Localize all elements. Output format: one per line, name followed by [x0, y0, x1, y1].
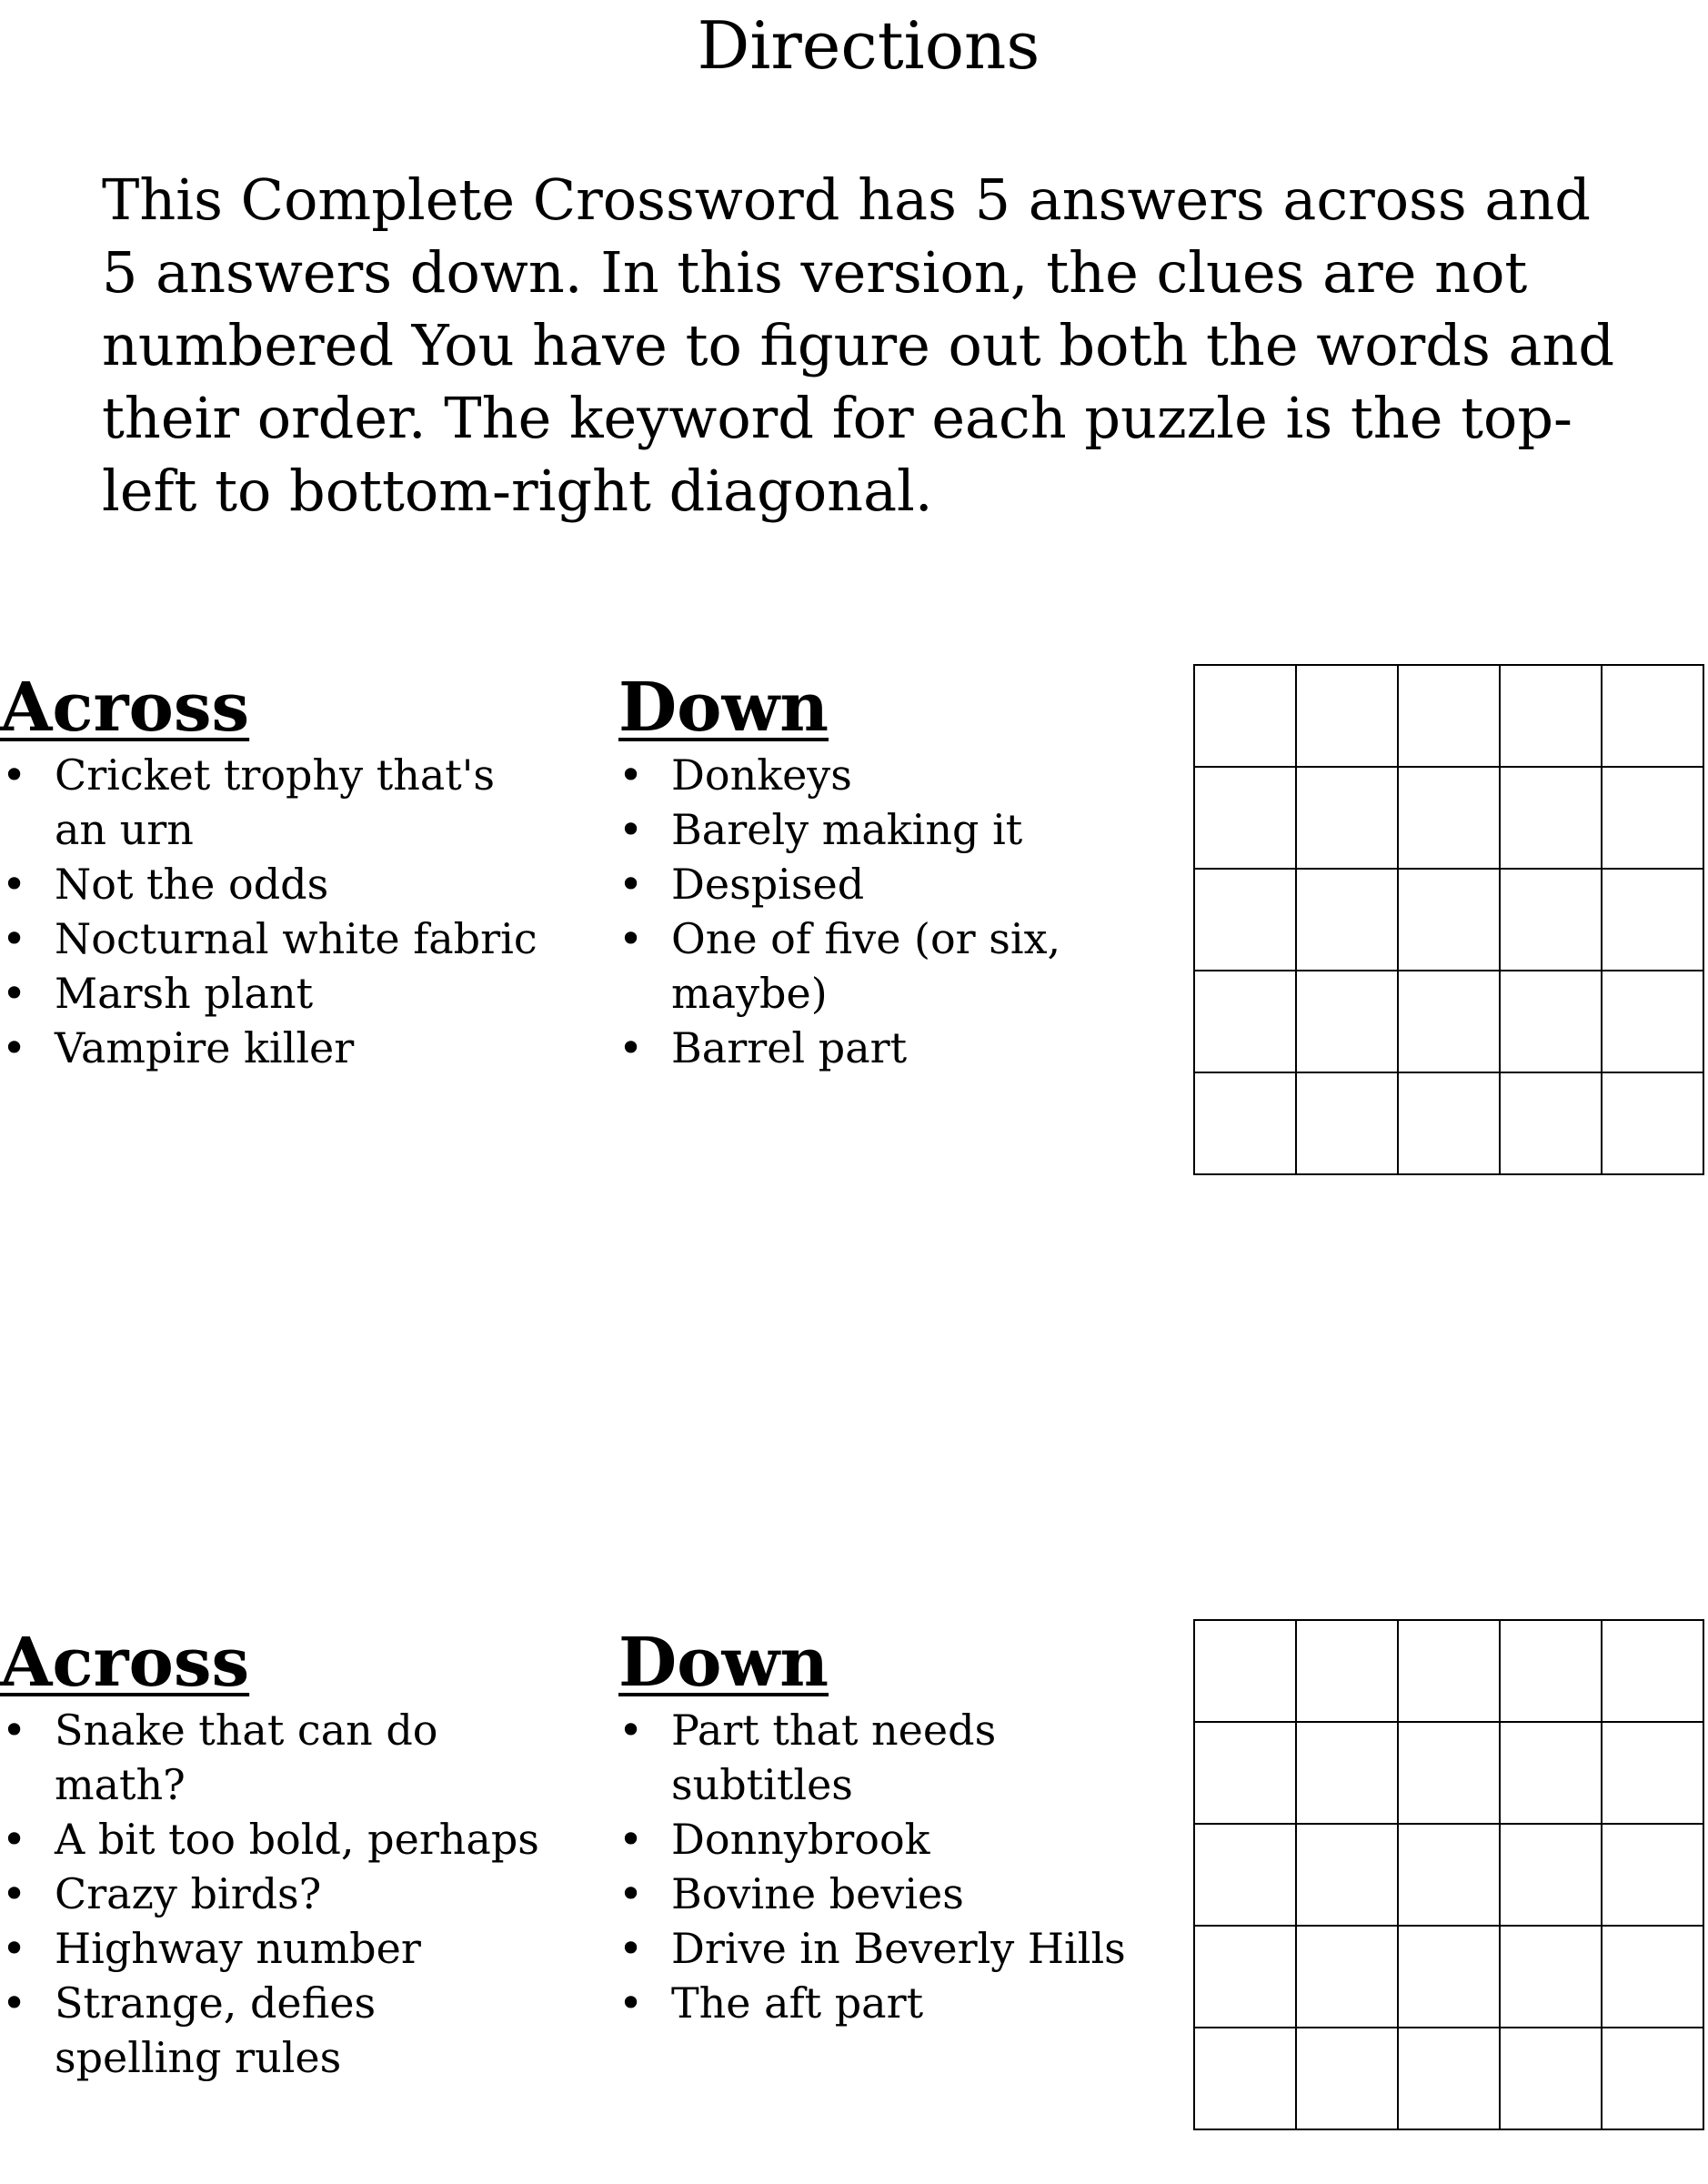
grid-cell[interactable]: [1603, 971, 1704, 1073]
grid-cell[interactable]: [1603, 1825, 1704, 1927]
grid-cell[interactable]: [1297, 1927, 1399, 2028]
grid-cell[interactable]: [1297, 971, 1399, 1073]
grid-cell[interactable]: [1501, 1621, 1603, 1723]
grid-cell[interactable]: [1501, 2028, 1603, 2130]
grid-cell[interactable]: [1297, 1621, 1399, 1723]
grid-cell[interactable]: [1297, 1825, 1399, 1927]
clue-item: • Despised: [618, 857, 1164, 911]
directions-text: This Complete Crossword has 5 answers across and 5 answers down. In this version, the clues are not numbered You have to figure out both the words and their order. The keyword for each puzzle is the top-left to bottom-right diagonal.: [102, 166, 1615, 524]
grid-cell[interactable]: [1297, 2028, 1399, 2130]
grid-cell[interactable]: [1195, 870, 1297, 971]
grid-cell[interactable]: [1501, 768, 1603, 870]
puzzle-1-down-clues: [618, 748, 1164, 1075]
puzzle-1-across-heading: Across: [0, 669, 250, 747]
grid-cell[interactable]: [1603, 2028, 1704, 2130]
grid-cell[interactable]: [1603, 1723, 1704, 1825]
clue-item: • A bit too bold, perhaps: [2, 1812, 548, 1867]
grid-cell[interactable]: [1603, 666, 1704, 768]
clue-item: • Nocturnal white fabric: [2, 911, 548, 966]
grid-cell[interactable]: [1603, 870, 1704, 971]
grid-cell[interactable]: [1195, 971, 1297, 1073]
grid-cell[interactable]: [1297, 1073, 1399, 1175]
grid-cell[interactable]: [1501, 971, 1603, 1073]
clue-item: • Vampire killer: [2, 1021, 548, 1075]
grid-cell[interactable]: [1501, 666, 1603, 768]
clue-item: • One of five (or six, maybe): [618, 911, 1164, 1021]
clue-item: • Strange, defies spelling rules: [2, 1976, 548, 2085]
grid-cell[interactable]: [1399, 666, 1501, 768]
clue-item: • Barely making it: [618, 802, 1164, 857]
clue-item: • Highway number: [2, 1921, 548, 1976]
grid-cell[interactable]: [1501, 1073, 1603, 1175]
grid-cell[interactable]: [1399, 2028, 1501, 2130]
clue-item: • Drive in Beverly Hills: [618, 1921, 1164, 1976]
grid-cell[interactable]: [1501, 1825, 1603, 1927]
grid-cell[interactable]: [1399, 1927, 1501, 2028]
grid-cell[interactable]: [1399, 971, 1501, 1073]
grid-cell[interactable]: [1195, 666, 1297, 768]
puzzle-1-grid: [1193, 664, 1704, 1175]
grid-cell[interactable]: [1501, 870, 1603, 971]
clue-item: • Crazy birds?: [2, 1867, 548, 1921]
grid-cell[interactable]: [1603, 1073, 1704, 1175]
puzzle-1-across-clues: [2, 748, 548, 1075]
clue-item: • Donkeys: [618, 748, 1164, 802]
grid-cell[interactable]: [1603, 1621, 1704, 1723]
clue-item: • Marsh plant: [2, 966, 548, 1021]
grid-cell[interactable]: [1297, 768, 1399, 870]
grid-cell[interactable]: [1399, 1723, 1501, 1825]
puzzle-2-grid: [1193, 1619, 1704, 2130]
grid-cell[interactable]: [1501, 1723, 1603, 1825]
puzzle-2-down-heading: Down: [618, 1624, 829, 1702]
grid-cell[interactable]: [1195, 1927, 1297, 2028]
grid-cell[interactable]: [1195, 2028, 1297, 2130]
clue-item: • Barrel part: [618, 1021, 1164, 1075]
clue-item: • Part that needs subtitles: [618, 1703, 1164, 1812]
grid-cell[interactable]: [1399, 1621, 1501, 1723]
page-title: Directions: [697, 7, 1040, 84]
clue-item: • Bovine bevies: [618, 1867, 1164, 1921]
puzzle-2-down-clues: [618, 1703, 1164, 2030]
clue-item: • Donnybrook: [618, 1812, 1164, 1867]
grid-cell[interactable]: [1195, 768, 1297, 870]
grid-cell[interactable]: [1501, 1927, 1603, 2028]
puzzle-2-across-clues: [2, 1703, 548, 2085]
grid-cell[interactable]: [1603, 768, 1704, 870]
puzzle-2-across-heading: Across: [0, 1624, 250, 1702]
clue-item: • Not the odds: [2, 857, 548, 911]
grid-cell[interactable]: [1399, 768, 1501, 870]
clue-item: • The aft part: [618, 1976, 1164, 2030]
puzzle-1-down-heading: Down: [618, 669, 829, 747]
grid-cell[interactable]: [1195, 1825, 1297, 1927]
grid-cell[interactable]: [1297, 1723, 1399, 1825]
grid-cell[interactable]: [1297, 870, 1399, 971]
grid-cell[interactable]: [1195, 1621, 1297, 1723]
grid-cell[interactable]: [1603, 1927, 1704, 2028]
clue-item: • Snake that can do math?: [2, 1703, 548, 1812]
grid-cell[interactable]: [1399, 870, 1501, 971]
grid-cell[interactable]: [1399, 1825, 1501, 1927]
grid-cell[interactable]: [1399, 1073, 1501, 1175]
clue-item: • Cricket trophy that's an urn: [2, 748, 548, 857]
grid-cell[interactable]: [1297, 666, 1399, 768]
grid-cell[interactable]: [1195, 1723, 1297, 1825]
grid-cell[interactable]: [1195, 1073, 1297, 1175]
